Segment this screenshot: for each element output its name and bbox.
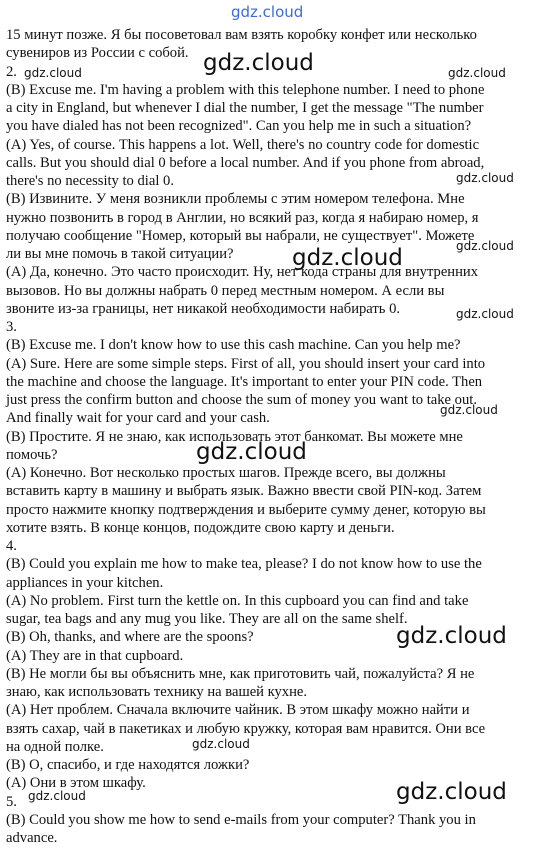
text-line: advance.: [6, 830, 58, 846]
text-line: you have dialed has not been recognized". Can you help me in such a situation?: [6, 118, 472, 135]
watermark: gdz.cloud: [196, 439, 307, 465]
text-line: (A) Sure. Here are some simple steps. First of all, you should insert your card into: [6, 355, 486, 372]
text-line: appliances in your kitchen.: [6, 574, 164, 591]
watermark: gdz.cloud: [440, 403, 498, 417]
watermark: gdz.cloud: [192, 737, 250, 751]
text-line: звоните из-за границы, нет никакой необходимости набирать 0.: [6, 300, 401, 317]
text-line: получаю сообщение "Номер, который вы набрали, не существует". Можете: [6, 227, 475, 244]
watermark: gdz.cloud: [292, 245, 403, 271]
document-text: [6, 26, 534, 847]
text-line: (A) Конечно. Вот несколько простых шагов. Прежде всего, вы должны: [6, 465, 446, 481]
watermark: gdz.cloud: [231, 3, 304, 21]
text-line: (A) Yes, of course. This happens a lot. Well, there's no country code for domestic: [6, 136, 480, 153]
text-line: (B) Excuse me. I'm having a problem with this telephone number. I need to phone: [6, 81, 485, 98]
text-line: the machine and choose the language. It's important to enter your PIN code. Then: [6, 373, 483, 390]
text-line: calls. But you should dial 0 before a local number. And if you phone from abroad,: [6, 154, 485, 171]
text-line: взять сахар, чай в пакетиках и любую кружку, которая вам нравится. Они все: [6, 720, 486, 737]
text-line: (A) Нет проблем. Сначала включите чайник. В этом шкафу можно найти и: [6, 702, 470, 719]
text-line: просто нажмите кнопку подтверждения и выберите сумму денег, которую вы: [6, 501, 486, 518]
section-number: 4.: [6, 538, 17, 554]
text-line: (B) Извините. У меня возникли проблемы с этим номером телефона. Мне: [6, 191, 465, 208]
watermark: gdz.cloud: [396, 623, 507, 649]
text-line: знаю, как использовать технику на вашей кухне.: [6, 684, 308, 700]
text-line: (B) Не могли бы вы объяснить мне, как приготовить чай, пожалуйста? Я не: [6, 665, 475, 682]
text-line: (A) No problem. First turn the kettle on. In this cupboard you can find and take: [6, 592, 469, 609]
section-number: 2.: [6, 63, 17, 80]
watermark: gdz.cloud: [456, 171, 514, 185]
watermark: gdz.cloud: [28, 789, 86, 803]
text-line: sugar, tea bags and any mug you like. They are all on the same shelf.: [6, 611, 408, 627]
text-line: помочь?: [6, 446, 58, 463]
watermark: gdz.cloud: [448, 66, 506, 80]
text-line: there's no necessity to dial 0.: [6, 173, 174, 189]
watermark: gdz.cloud: [456, 307, 514, 321]
text-line: (A) Да, конечно. Это часто происходит. Ну, нет кода страны для внутренних: [6, 264, 479, 281]
text-line: хотите взять. В конце концов, подождите свою карту и деньги.: [6, 519, 395, 536]
text-line: (A) They are in that cupboard.: [6, 647, 184, 664]
watermark: gdz.cloud: [396, 779, 507, 805]
section-number: 3.: [6, 319, 17, 335]
text-line: вызовов. Но вы должны набрать 0 перед местным номером. А если вы: [6, 282, 445, 299]
text-line: (B) О, спасибо, и где находятся ложки?: [6, 757, 250, 773]
text-line: (B) Could you show me how to send e-mails from your computer? Thank you in: [6, 811, 476, 828]
text-line: нужно позвонить в город в Англии, но всякий раз, когда я набираю номер, я: [6, 209, 479, 226]
watermark: gdz.cloud: [203, 50, 314, 76]
text-line: вставить карту в машину и выбрать язык. Важно ввести свой PIN-код. Затем: [6, 483, 482, 500]
text-line: (A) Они в этом шкафу.: [6, 775, 146, 792]
text-line: just press the confirm button and choose the sum of money you want to take out.: [6, 392, 477, 408]
text-line: 15 минут позже. Я бы посоветовал вам взять коробку конфет или несколько: [6, 27, 477, 43]
text-line: (B) Excuse me. I don't know how to use this cash machine. Can you help me?: [6, 337, 461, 354]
watermark: gdz.cloud: [24, 66, 82, 80]
text-line: сувениров из России с собой.: [6, 45, 189, 62]
text-line: на одной полке.: [6, 738, 104, 755]
text-line: (B) Простите. Я не знаю, как использовать этот банкомат. Вы можете мне: [6, 428, 463, 445]
text-line: (B) Oh, thanks, and where are the spoons?: [6, 629, 254, 646]
watermark: gdz.cloud: [456, 239, 514, 253]
section-number: 5.: [6, 793, 17, 810]
text-line: ли вы мне помочь в такой ситуации?: [6, 246, 234, 262]
text-line: And finally wait for your card and your cash.: [6, 410, 270, 427]
text-line: (B) Could you explain me how to make tea, please? I do not know how to use the: [6, 556, 482, 573]
text-line: a city in England, but whenever I dial the number, I get the message "The number: [6, 100, 484, 116]
